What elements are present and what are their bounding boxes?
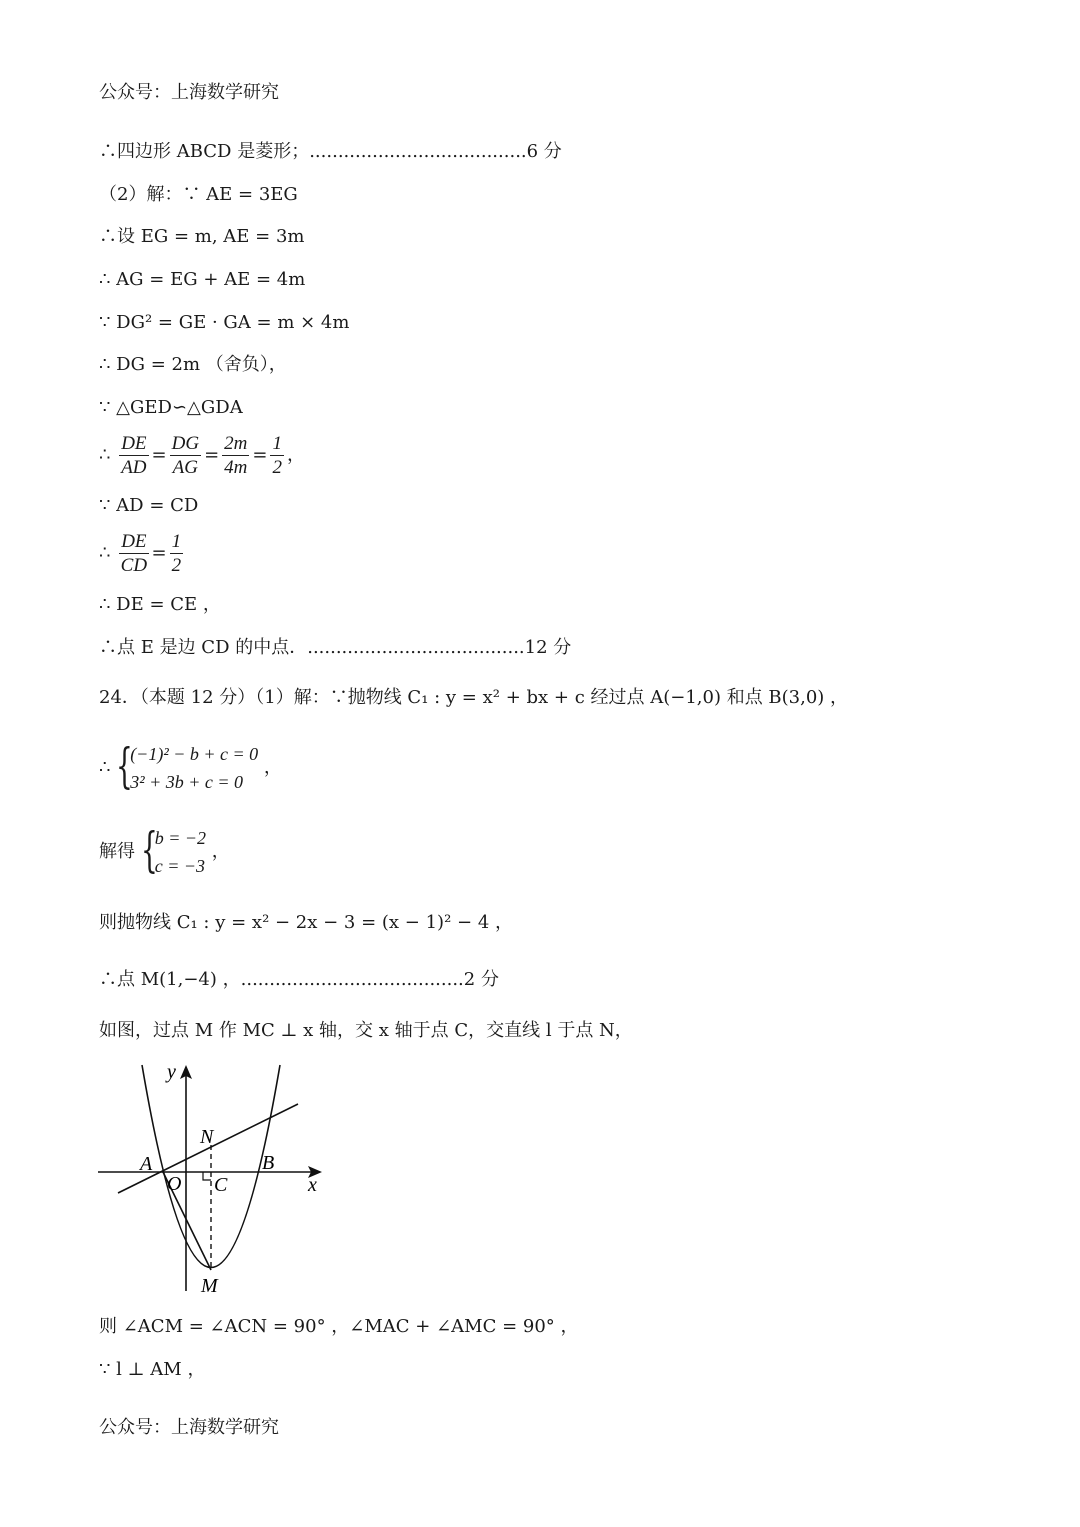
fraction-one-half-2: $\frac{1}{2}$ [171, 531, 182, 576]
line-equation-system [99, 740, 282, 796]
system2-prefix: 解得 [99, 841, 135, 862]
line-ad-equals-cd: ∵ AD = CD [99, 495, 199, 516]
label-a: A [140, 1153, 153, 1175]
line-solution-system [99, 824, 230, 880]
system1-suffix: ， [263, 757, 282, 778]
line-dg-value: ∴ DG = 2m （舍负）， [99, 354, 287, 375]
system2-row2: c = −3 [154, 856, 206, 876]
parabola-figure [96, 1060, 336, 1300]
line-ratio-fractions: ∴ $\frac{DE}{AD}$ = $\frac{DG}{AG}$ = $\frac{2m}{4m}$ = $\frac{1}{2}$ ， [99, 433, 305, 478]
line-figure-intro: 如图，过点 M 作 MC ⊥ x 轴，交 x 轴于点 C，交直线 l 于点 N， [99, 1020, 633, 1041]
label-c: C [214, 1174, 228, 1196]
ratio-suffix: ， [286, 444, 305, 466]
system1-row2: 3² + 3b + c = 0 [130, 772, 244, 792]
fraction-one-half: $\frac{1}{2}$ [272, 433, 282, 478]
label-o: O [167, 1173, 182, 1195]
line-part2-given: （2）解：∵ AE = 3EG [99, 184, 298, 205]
page-header: 公众号：上海数学研究 [99, 82, 279, 103]
system1-prefix: ∴ [99, 757, 111, 778]
line-similar-triangles: ∵ △GED∽△GDA [99, 397, 243, 418]
line-perpendicular: ∵ l ⊥ AM ， [99, 1359, 206, 1380]
line-de-equals-ce: ∴ DE = CE ， [99, 594, 221, 615]
line-ag-sum: ∴ AG = EG + AE = 4m [99, 269, 306, 290]
label-n: N [200, 1126, 214, 1148]
line-set-variable: ∴设 EG = m, AE = 3m [99, 226, 305, 247]
ratio-prefix: ∴ [99, 444, 111, 466]
line-dg-squared: ∵ DG² = GE · GA = m × 4m [99, 312, 350, 333]
system2-suffix: ， [211, 841, 230, 862]
right-angle-mark [203, 1172, 211, 1180]
label-b: B [262, 1152, 275, 1174]
line-midpoint-conclusion: ∴点 E 是边 CD 的中点．......................................12 分 [99, 637, 572, 658]
label-y: y [167, 1061, 176, 1083]
label-x: x [308, 1174, 317, 1196]
system1-row1: (−1)² − b + c = 0 [130, 744, 259, 764]
ratio2-prefix: ∴ [99, 542, 111, 564]
line-angle-relations: 则 ∠ACM = ∠ACN = 90° ，∠MAC + ∠AMC = 90° ， [99, 1316, 579, 1337]
fraction-2m-4m: $\frac{2m}{4m}$ [224, 433, 248, 478]
line-problem-24-statement: 24．（本题 12 分）（1）解：∵抛物线 C₁ : y = x² + bx + c 经过点 A(−1,0) 和点 B(3,0) ， [99, 687, 849, 708]
line-rhombus-conclusion: ∴四边形 ABCD 是菱形；......................................6 分 [99, 141, 562, 162]
equation-system-1 [116, 740, 258, 796]
label-m: M [201, 1275, 218, 1297]
system2-row1: b = −2 [154, 828, 207, 848]
line-point-m: ∴点 M(1,−4) ，.......................................2 分 [99, 969, 499, 990]
equation-system-2 [141, 824, 206, 880]
fraction-dg-ag: $\frac{DG}{AG}$ [171, 433, 200, 478]
left-brace: { [140, 822, 158, 878]
line-ratio-de-cd: ∴ $\frac{DE}{CD}$ = $\frac{1}{2}$ [99, 531, 182, 576]
fraction-de-ad: $\frac{DE}{AD}$ [121, 433, 147, 478]
line-parabola-vertex-form: 则抛物线 C₁ : y = x² − 2x − 3 = (x − 1)² − 4 ， [99, 912, 513, 933]
fraction-de-cd: $\frac{DE}{CD}$ [120, 531, 148, 576]
page-footer: 公众号：上海数学研究 [99, 1417, 279, 1438]
left-brace: { [116, 738, 133, 794]
